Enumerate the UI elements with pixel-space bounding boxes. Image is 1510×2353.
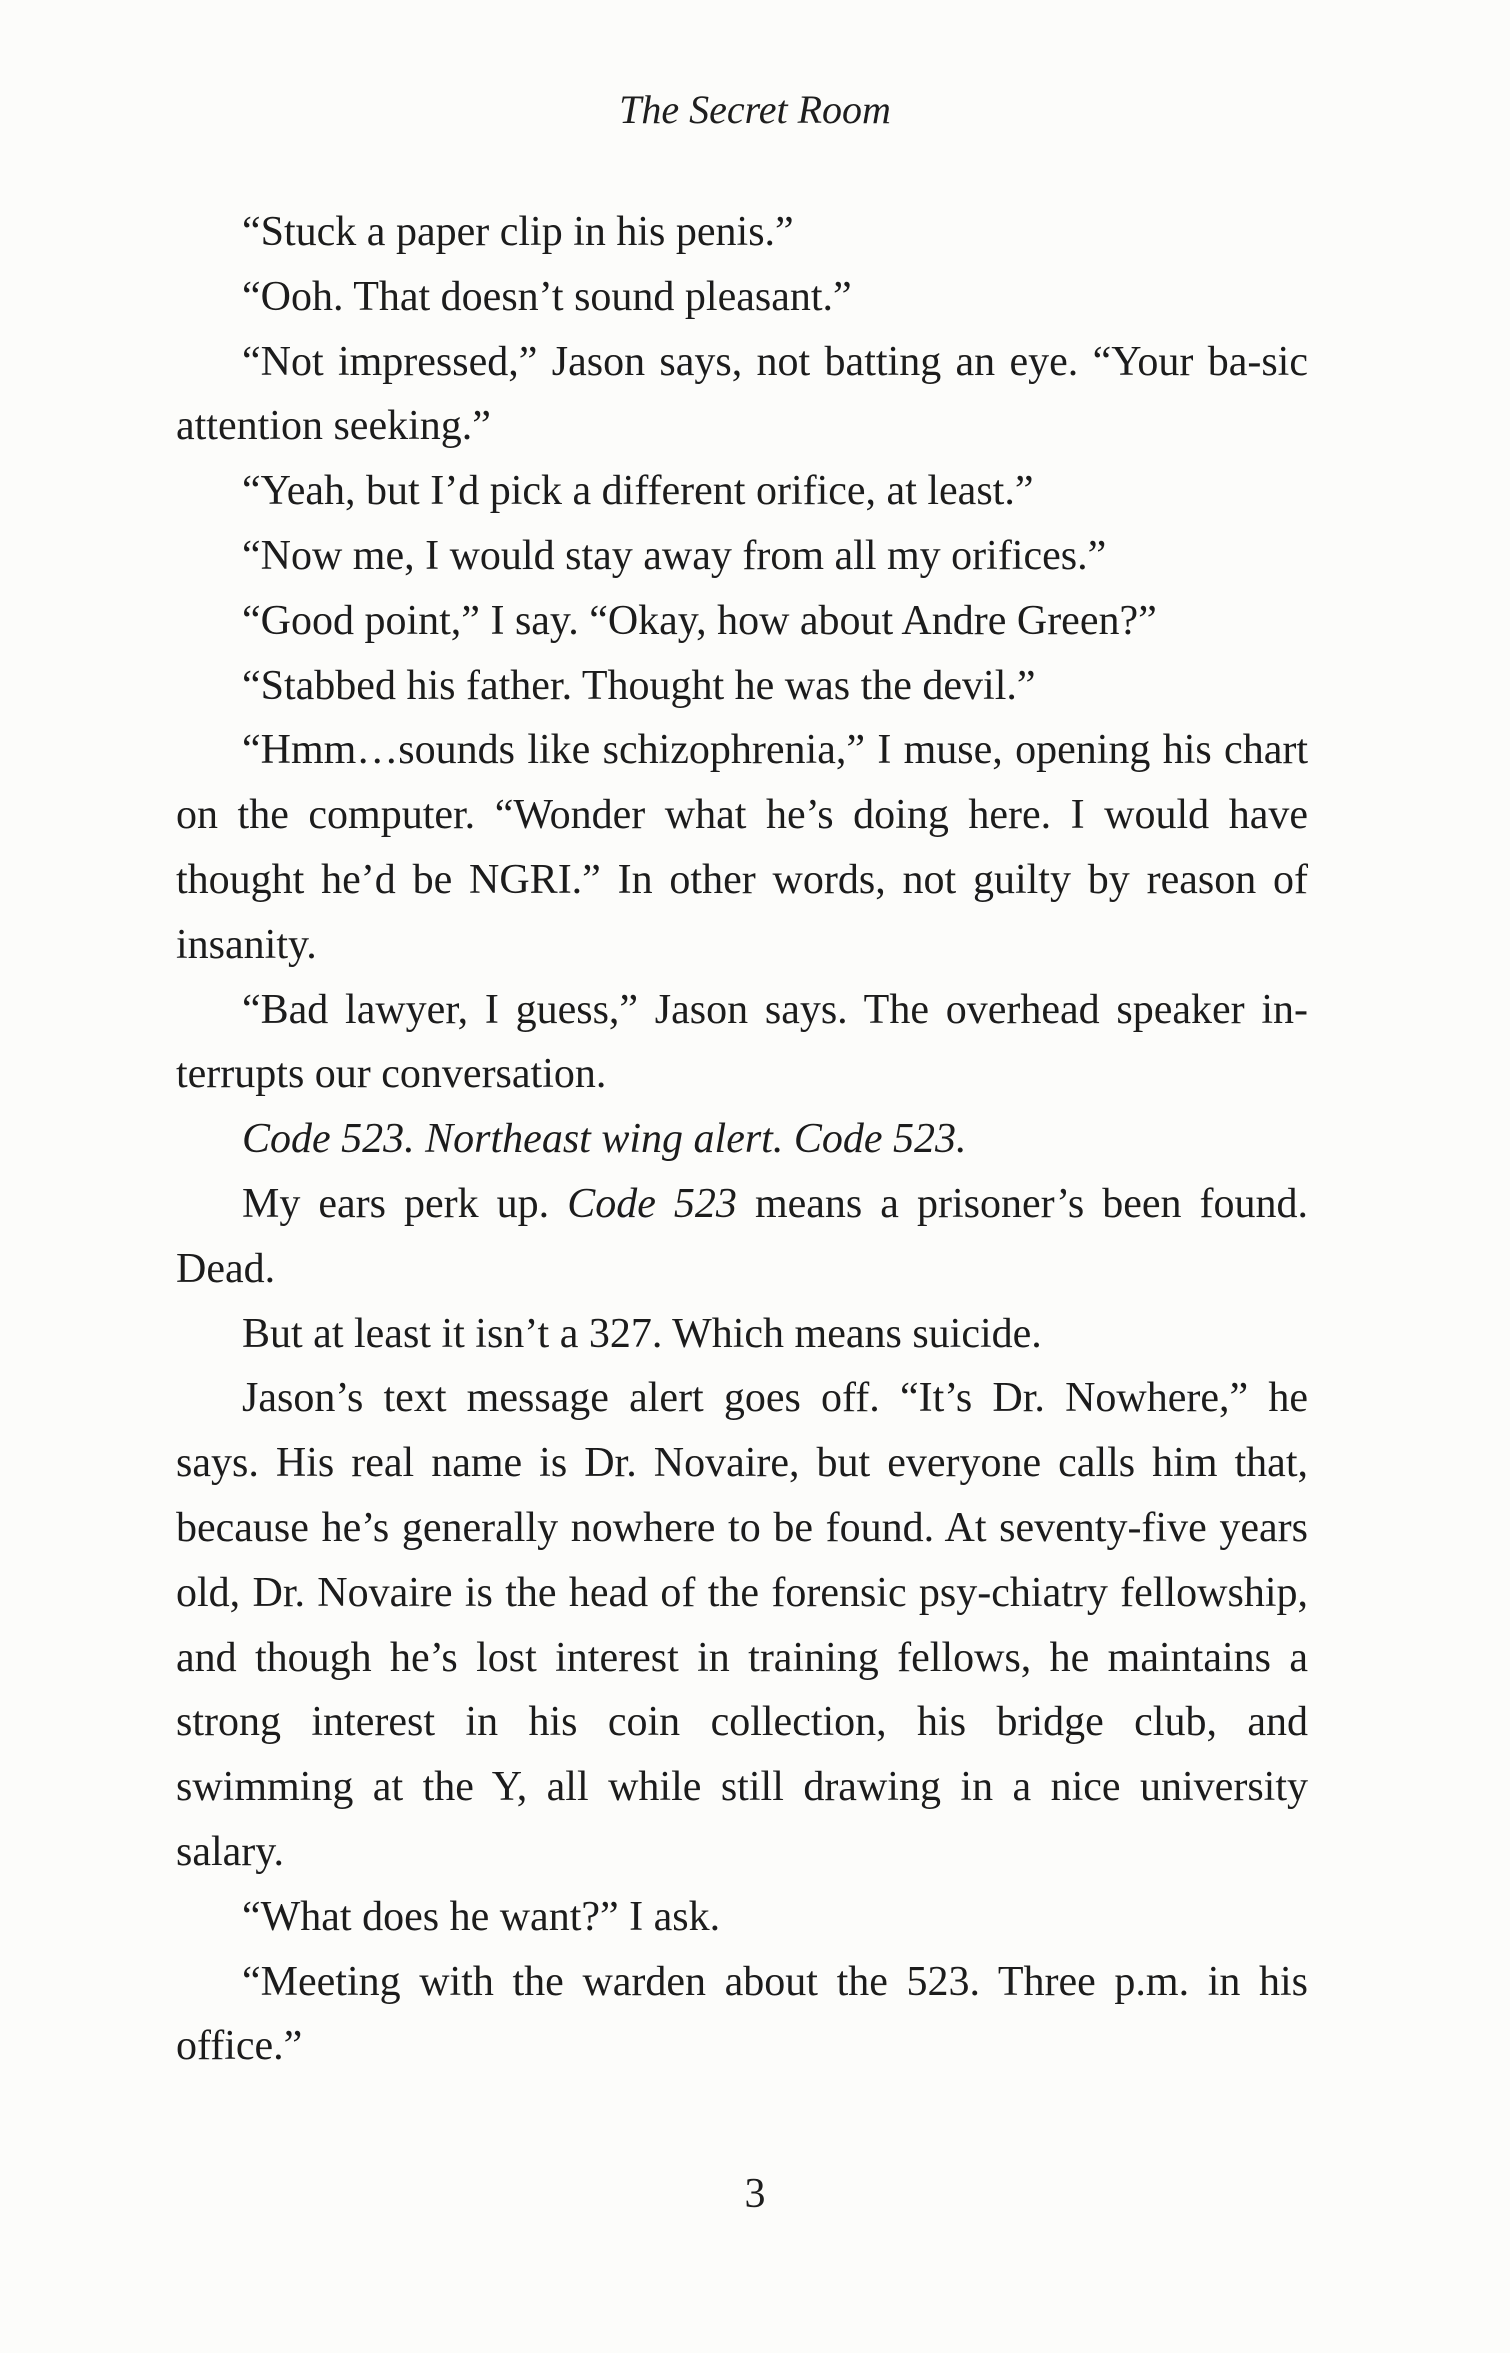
paragraph: “Stuck a paper clip in his penis.”: [242, 209, 794, 255]
paragraph: “Not impressed,” Jason says, not batting an eye. “Your ba-sic attention seeking.”: [176, 338, 1308, 450]
intercom-announcement: Code 523. Northeast wing alert. Code 523.: [242, 1116, 967, 1163]
code-emphasis: Code 523: [567, 1180, 737, 1227]
paragraph: “Good point,” I say. “Okay, how about Andre Green?”: [242, 597, 1157, 644]
paragraph: “Stabbed his father. Thought he was the devil.”: [242, 662, 1036, 709]
paragraph: “Now me, I would stay away from all my orifices.”: [242, 532, 1107, 579]
page-number: 3: [744, 2171, 766, 2217]
paragraph: “Meeting with the warden about the 523. Three p.m. in his office.”: [176, 1958, 1308, 2070]
paragraph: Jason’s text message alert goes off. “It’s Dr. Nowhere,” he says. His real name is Dr. Novaire, but everyone calls him that, because he’s generally nowhere to be found. At seventy-five years old, Dr. Novaire is the head of the forensic psy-chiatry fellowship, and though he’s lost interest in training fellows, he maintains a strong interest in his coin collection, his bridge club, and swimming at the Y, all while still drawing in a nice university salary.: [176, 1375, 1308, 1875]
body-text: [176, 200, 1308, 2079]
paragraph-text: My ears perk up.: [242, 1180, 568, 1227]
paragraph: “Ooh. That doesn’t sound pleasant.”: [242, 273, 852, 320]
paragraph: “Bad lawyer, I guess,” Jason says. The overhead speaker in-terrupts our conversation.: [176, 986, 1308, 1098]
paragraph-text: means a prisoner’s been found. Dead.: [176, 1180, 1308, 1292]
running-title: The Secret Room: [619, 87, 891, 132]
paragraph: “What does he want?” I ask.: [242, 1893, 721, 1940]
paragraph: [176, 1172, 1308, 1302]
paragraph: “Hmm…sounds like schizophrenia,” I muse, opening his chart on the computer. “Wonder what he’s doing here. I would have thought he’d be NGRI.” In other words, not guilty by reason of insanity.: [176, 727, 1308, 968]
paragraph: “Yeah, but I’d pick a different orifice, at least.”: [242, 468, 1034, 515]
paragraph: But at least it isn’t a 327. Which means suicide.: [242, 1310, 1042, 1357]
